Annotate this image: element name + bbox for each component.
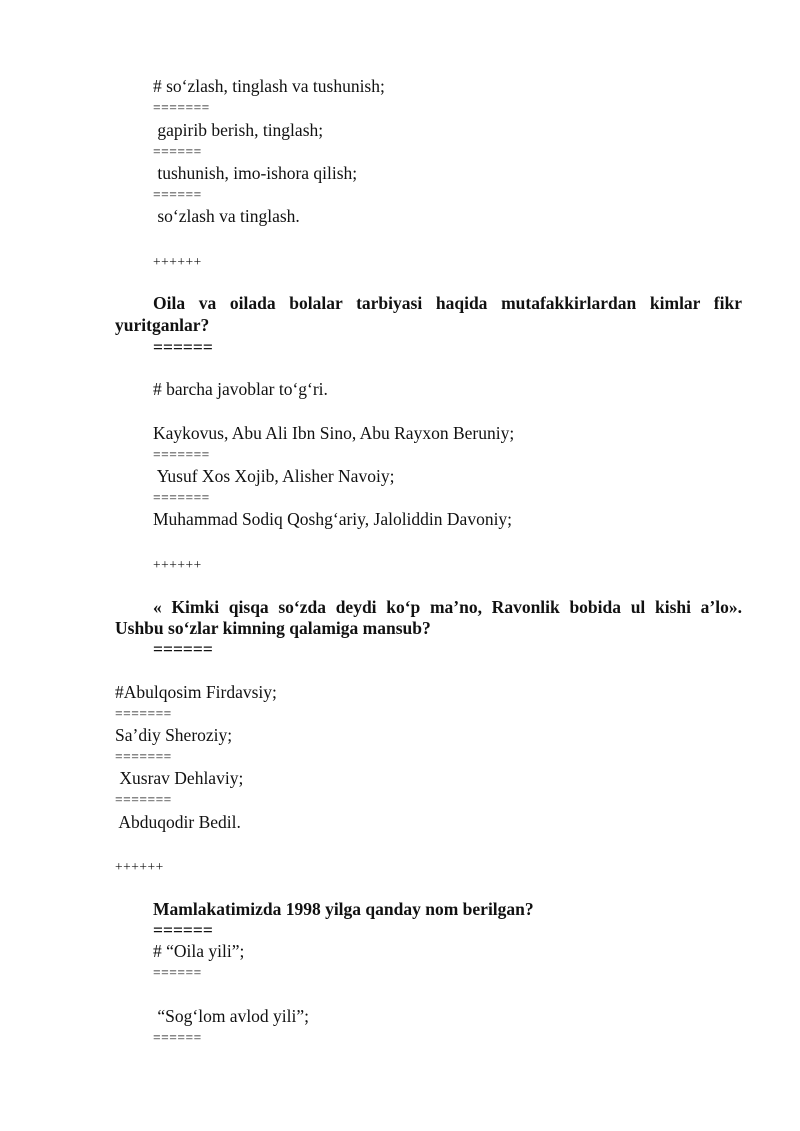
answer-option: gapirib berish, tinglash; xyxy=(153,120,324,140)
question-end-marker: ++++++ xyxy=(153,557,202,572)
answer-correct: # barcha javoblar to‘g‘ri. xyxy=(153,379,328,399)
answer-option: “Sog‘lom avlod yili”; xyxy=(153,1006,310,1026)
question-text-cont: Ushbu so‘zlar kimning qalamiga mansub? xyxy=(115,618,431,638)
separator: ====== xyxy=(153,920,213,940)
answer-option: Muhammad Sodiq Qoshg‘ariy, Jaloliddin Davoniy; xyxy=(153,509,513,529)
answer-option: Kaykovus, Abu Ali Ibn Sino, Abu Rayxon Beruniy; xyxy=(153,423,515,443)
separator: ======= xyxy=(115,749,172,764)
answer-option: Yusuf Xos Xojib, Alisher Navoiy; xyxy=(153,466,395,486)
separator: ======= xyxy=(153,100,210,115)
question-text: Oila va oilada bolalar tarbiyasi haqida mutafakkirlardan kimlar fikr xyxy=(153,293,742,313)
question-end-marker: ++++++ xyxy=(115,859,164,874)
question-end-marker: ++++++ xyxy=(153,254,202,269)
answer-option: Sa’diy Sheroziy; xyxy=(115,725,233,745)
separator: ====== xyxy=(153,639,213,659)
question-text: « Kimki qisqa so‘zda deydi ko‘p ma’no, Ravonlik bobida ul kishi a’lo». xyxy=(153,597,742,617)
separator: ====== xyxy=(153,187,202,202)
separator: ====== xyxy=(153,144,202,159)
answer-correct: # “Oila yili”; xyxy=(153,941,245,961)
answer-option: Abduqodir Bedil. xyxy=(115,812,241,832)
separator: ====== xyxy=(153,1030,202,1045)
separator: ======= xyxy=(115,792,172,807)
answer-option: tushunish, imo-ishora qilish; xyxy=(153,163,358,183)
answer-correct: #Abulqosim Firdavsiy; xyxy=(115,682,277,702)
question-text-cont: yuritganlar? xyxy=(115,315,210,335)
separator: ====== xyxy=(153,965,202,980)
answer-option: Xusrav Dehlaviy; xyxy=(115,768,244,788)
separator: ======= xyxy=(115,706,172,721)
answer-option: so‘zlash va tinglash. xyxy=(153,206,300,226)
question-text: Mamlakatimizda 1998 yilga qanday nom berilgan? xyxy=(153,899,534,919)
separator: ======= xyxy=(153,447,210,462)
separator: ====== xyxy=(153,337,213,357)
separator: ======= xyxy=(153,490,210,505)
answer-correct: # so‘zlash, tinglash va tushunish; xyxy=(153,76,385,96)
